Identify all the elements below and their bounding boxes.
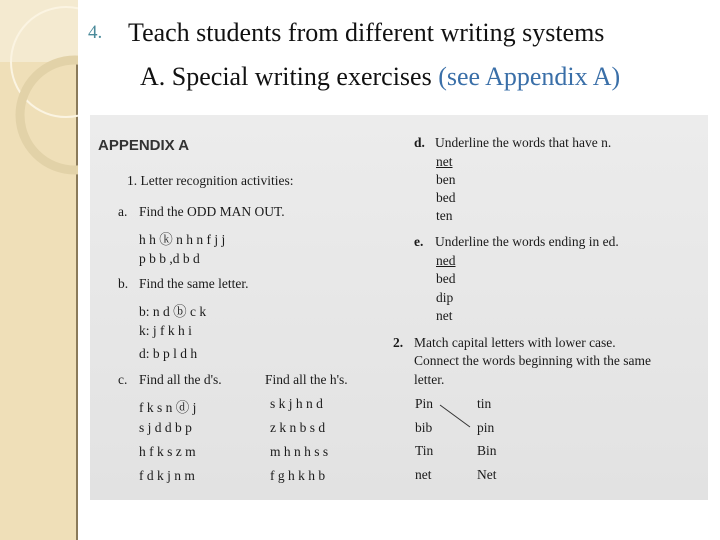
match-right-word: Bin: [477, 443, 497, 458]
item-d-word: bed: [436, 190, 456, 205]
match-right-word: Net: [477, 467, 497, 482]
item-e-label: e.: [414, 234, 424, 249]
item-c-row-left: f k s n ⓓ j: [139, 400, 197, 415]
match-right-word: tin: [477, 396, 492, 411]
item-c-label: c.: [118, 372, 128, 387]
item-a-label: a.: [118, 204, 128, 219]
item-a-row: h h ⓚ n h n f j j: [139, 232, 226, 247]
item-d-word: net: [436, 154, 453, 169]
item-c-row-left: f d k j n m: [139, 468, 195, 483]
item-e-word: dip: [436, 290, 454, 305]
section-2-line: Match capital letters with lower case.: [414, 335, 616, 350]
item-e-word: bed: [436, 271, 456, 286]
item-b-row: d: b p l d h: [139, 346, 198, 361]
match-left-word: bib: [415, 420, 433, 435]
item-d-word: ten: [436, 208, 453, 223]
item-c-row-left: h f k s z m: [139, 444, 196, 459]
item-e-text: Underline the words ending in ed.: [435, 234, 619, 249]
item-c-row-left: s j d d b p: [139, 420, 192, 435]
match-right-word: pin: [477, 420, 495, 435]
match-left-word: Tin: [415, 443, 434, 458]
match-left-word: net: [415, 467, 432, 482]
item-c-text: Find all the d's.: [139, 372, 222, 387]
item-b-row: k: j f k h i: [139, 323, 192, 338]
circles-decoration-icon: [0, 0, 78, 540]
appendix-heading: APPENDIX A: [98, 137, 190, 154]
item-e-word: ned: [436, 253, 456, 268]
slide-title: Teach students from different writing systems: [128, 18, 605, 47]
decorative-sidebar: [0, 0, 78, 540]
item-b-text: Find the same letter.: [139, 276, 249, 291]
list-number: 4.: [88, 22, 103, 43]
section-2-line: Connect the words beginning with the same: [414, 353, 651, 368]
item-c-row-right: f g h k h b: [270, 468, 326, 483]
item-c-row-right: z k n b s d: [270, 420, 326, 435]
item-e-word: net: [436, 308, 453, 323]
item-c-row-right: m h n h s s: [270, 444, 329, 459]
item-d-text: Underline the words that have n.: [435, 135, 612, 150]
item-b-row: b: n d ⓑ c k: [139, 304, 207, 319]
section-2-label: 2.: [393, 335, 404, 350]
item-d-word: ben: [436, 172, 456, 187]
item-d-label: d.: [414, 135, 425, 150]
subtitle-text: A. Special writing exercises: [140, 62, 432, 91]
item-a-row: p b b ,d b d: [139, 251, 200, 266]
match-left-word: Pin: [415, 396, 434, 411]
match-connector-line: [90, 115, 708, 500]
appendix-scan-image: [90, 115, 708, 500]
slide-subtitle: [140, 62, 620, 92]
item-a-text: Find the ODD MAN OUT.: [139, 204, 285, 219]
item-c-text-2: Find all the h's.: [265, 372, 348, 387]
item-c-row-right: s k j h n d: [270, 396, 323, 411]
appendix-reference: (see Appendix A): [438, 62, 621, 91]
section-2-line: letter.: [414, 372, 445, 387]
section-1-heading: 1. Letter recognition activities:: [127, 173, 294, 188]
item-b-label: b.: [118, 276, 129, 291]
